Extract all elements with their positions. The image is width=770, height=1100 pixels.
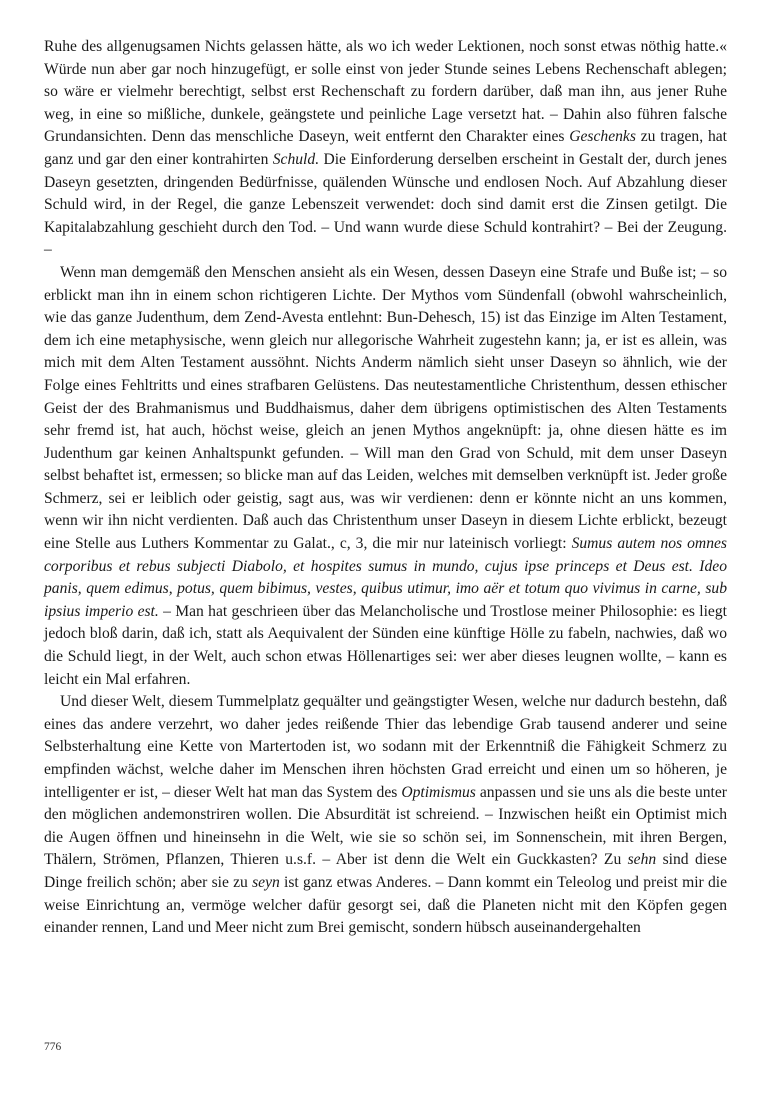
- paragraph-1-run-2-emphasis: Geschenks: [569, 128, 636, 146]
- paragraph-2-run-1: Wenn man demgemäß den Menschen ansieht als ein Wesen, dessen Daseyn eine Strafe und Buße ist; – so erblickt man ihn in einem schon richtigeren Lichte. Der Mythos vom Sündenfall (obwohl wahrscheinlich, wie das ganze Judenthum, dem Zend-Avesta entlehnt: Bun-Dehesch, 15) ist das Einzige im Alten Testament, dem ich eine metaphysische, wenn gleich nur allegorische Wahrheit zugestehn kann; ja, er ist es allein, was mich mit dem Alten Testament aussöhnt. Nichts Anderm nämlich sieht unser Daseyn so ähnlich, wie der Folge eines Fehltritts und eines strafbaren Gelüstens. Das neutestamentliche Christenthum, dessen ethischer Geist der des Brahmanismus und Buddhaismus, daher dem übrigens optimistischen des Alten Testaments sehr fremd ist, hat auch, höchst weise, gleich an jenen Mythos angeknüpft: ja, ohne diesen hätte es im Judenthum gar keinen Anhaltspunkt gefunden. – Will man den Grad von Schuld, mit dem unser Daseyn selbst behaftet ist, ermessen; so blicke man auf das Leiden, welches mit demselben verknüpft ist. Jeder große Schmerz, sei er leiblich oder geistig, sagt aus, was wir verdienen: denn er könnte nicht an uns kommen, wenn wir ihn nicht verdienten. Daß auch das Christenthum unser Daseyn in diesem Lichte erblickt, bezeugt eine Stelle aus Luthers Kommentar zu Galat., c, 3, die mir nur lateinisch vorliegt:: [44, 263, 727, 553]
- paragraph-2: [44, 262, 727, 691]
- page-number: 776: [44, 1041, 62, 1053]
- paragraph-3-run-3: anpassen und sie uns als die beste unter den möglichen andemonstriren wollen. Die Absurdität ist schreiend. – Inzwischen heißt ein Optimist mich die Augen öffnen und hineinsehn in die Welt, wie sie so schön sei, im Sonnenschein, mit ihren Bergen, Thälern, Strömen, Pflanzen, Thieren u.s.f. – Aber ist denn die Welt ein Guckkasten? Zu: [44, 783, 727, 869]
- paragraph-3-run-4-emphasis: sehn: [627, 851, 657, 869]
- paragraph-2-latin-quote: Sumus autem nos omnes corporibus et rebus subjecti Diabolo, et hospites sumus in mundo, cujus ipse princeps et Deus est. Ideo panis, quem edimus, potus, quem bibimus, vestes, quibus utimur, imo aër et totum quo vivimus in carne, sub ipsius imperio est.: [44, 535, 727, 620]
- paragraph-2-run-3: – Man hat geschrieen über das Melancholische und Trostlose meiner Philosophie: es liegt jedoch bloß darin, daß ich, statt als Aequivalent der Sünden eine künftige Hölle zu fabeln, nachwies, daß wo die Schuld liegt, in der Welt, auch schon etwas Höllenartiges sei: wer aber dieses leugnen wollte, – kann es leicht ein Mal erfahren.: [44, 602, 727, 688]
- paragraph-3-run-7: ist ganz etwas Anderes. – Dann kommt ein Teleolog und preist mir die weise Einrichtung an, vermöge welcher dafür gesorgt sei, daß die Planeten nicht mit den Köpfen gegen einander rennen, Land und Meer nicht zum Brei gemischt, sondern hübsch auseinandergehalten: [44, 873, 728, 937]
- paragraph-3: [44, 691, 727, 940]
- paragraph-1-run-4-emphasis: Schuld.: [272, 150, 320, 168]
- paragraph-1-run-1: Ruhe des allgenugsamen Nichts gelassen hätte, als wo ich weder Lektionen, noch sonst etwas nöthig hatte.« Würde nun aber gar noch hinzugefügt, er solle einst von jeder Stunde seines Lebens Rechenschaft ablegen; so wäre er vielmehr berechtigt, selbst erst Rechenschaft zu fordern darüber, daß man ihn, aus jener Ruhe weg, in eine so mißliche, dunkele, geängstete und peinliche Lage versetzt hat. – Dahin also führen falsche Grundansichten. Denn das menschliche Daseyn, weit entfernt den Charakter eines: [44, 38, 727, 146]
- page-text: [44, 36, 727, 940]
- paragraph-3-run-1: Und dieser Welt, diesem Tummelplatz gequälter und geängstigter Wesen, welche nur dadurch bestehn, daß eines das andere verzehrt, wo daher jedes reißende Thier das lebendige Grab tausend anderer und seine Selbsterhaltung eine Kette von Martertoden ist, wo sodann mit der Erkenntniß die Fähigkeit Schmerz zu empfinden wächst, welche daher im Menschen ihren höchsten Grad erreicht und einen um so höheren, je intelligenter er ist, – dieser Welt hat man das System des: [44, 693, 727, 801]
- paragraph-3-run-5: sind diese Dinge freilich schön; aber sie zu: [44, 851, 727, 891]
- paragraph-1-run-5: Die Einforderung derselben erscheint in Gestalt der, durch jenes Daseyn gesetzten, dringenden Bedürfnisse, quälenden Wünsche und endlosen Noch. Auf Abzahlung dieser Schuld wird, in der Regel, die ganze Lebenszeit verwendet: doch sind damit erst die Zinsen getilgt. Die Kapitalabzahlung geschieht durch den Tod. – Und wann wurde diese Schuld kontrahirt? – Bei der Zeugung. –: [44, 150, 727, 259]
- paragraph-3-run-6-emphasis: seyn: [252, 873, 280, 891]
- paragraph-3-run-2-emphasis: Optimismus: [401, 783, 476, 801]
- paragraph-1: [44, 36, 727, 262]
- paragraph-1-run-3: zu tragen, hat ganz und gar den einer kontrahirten: [44, 128, 727, 168]
